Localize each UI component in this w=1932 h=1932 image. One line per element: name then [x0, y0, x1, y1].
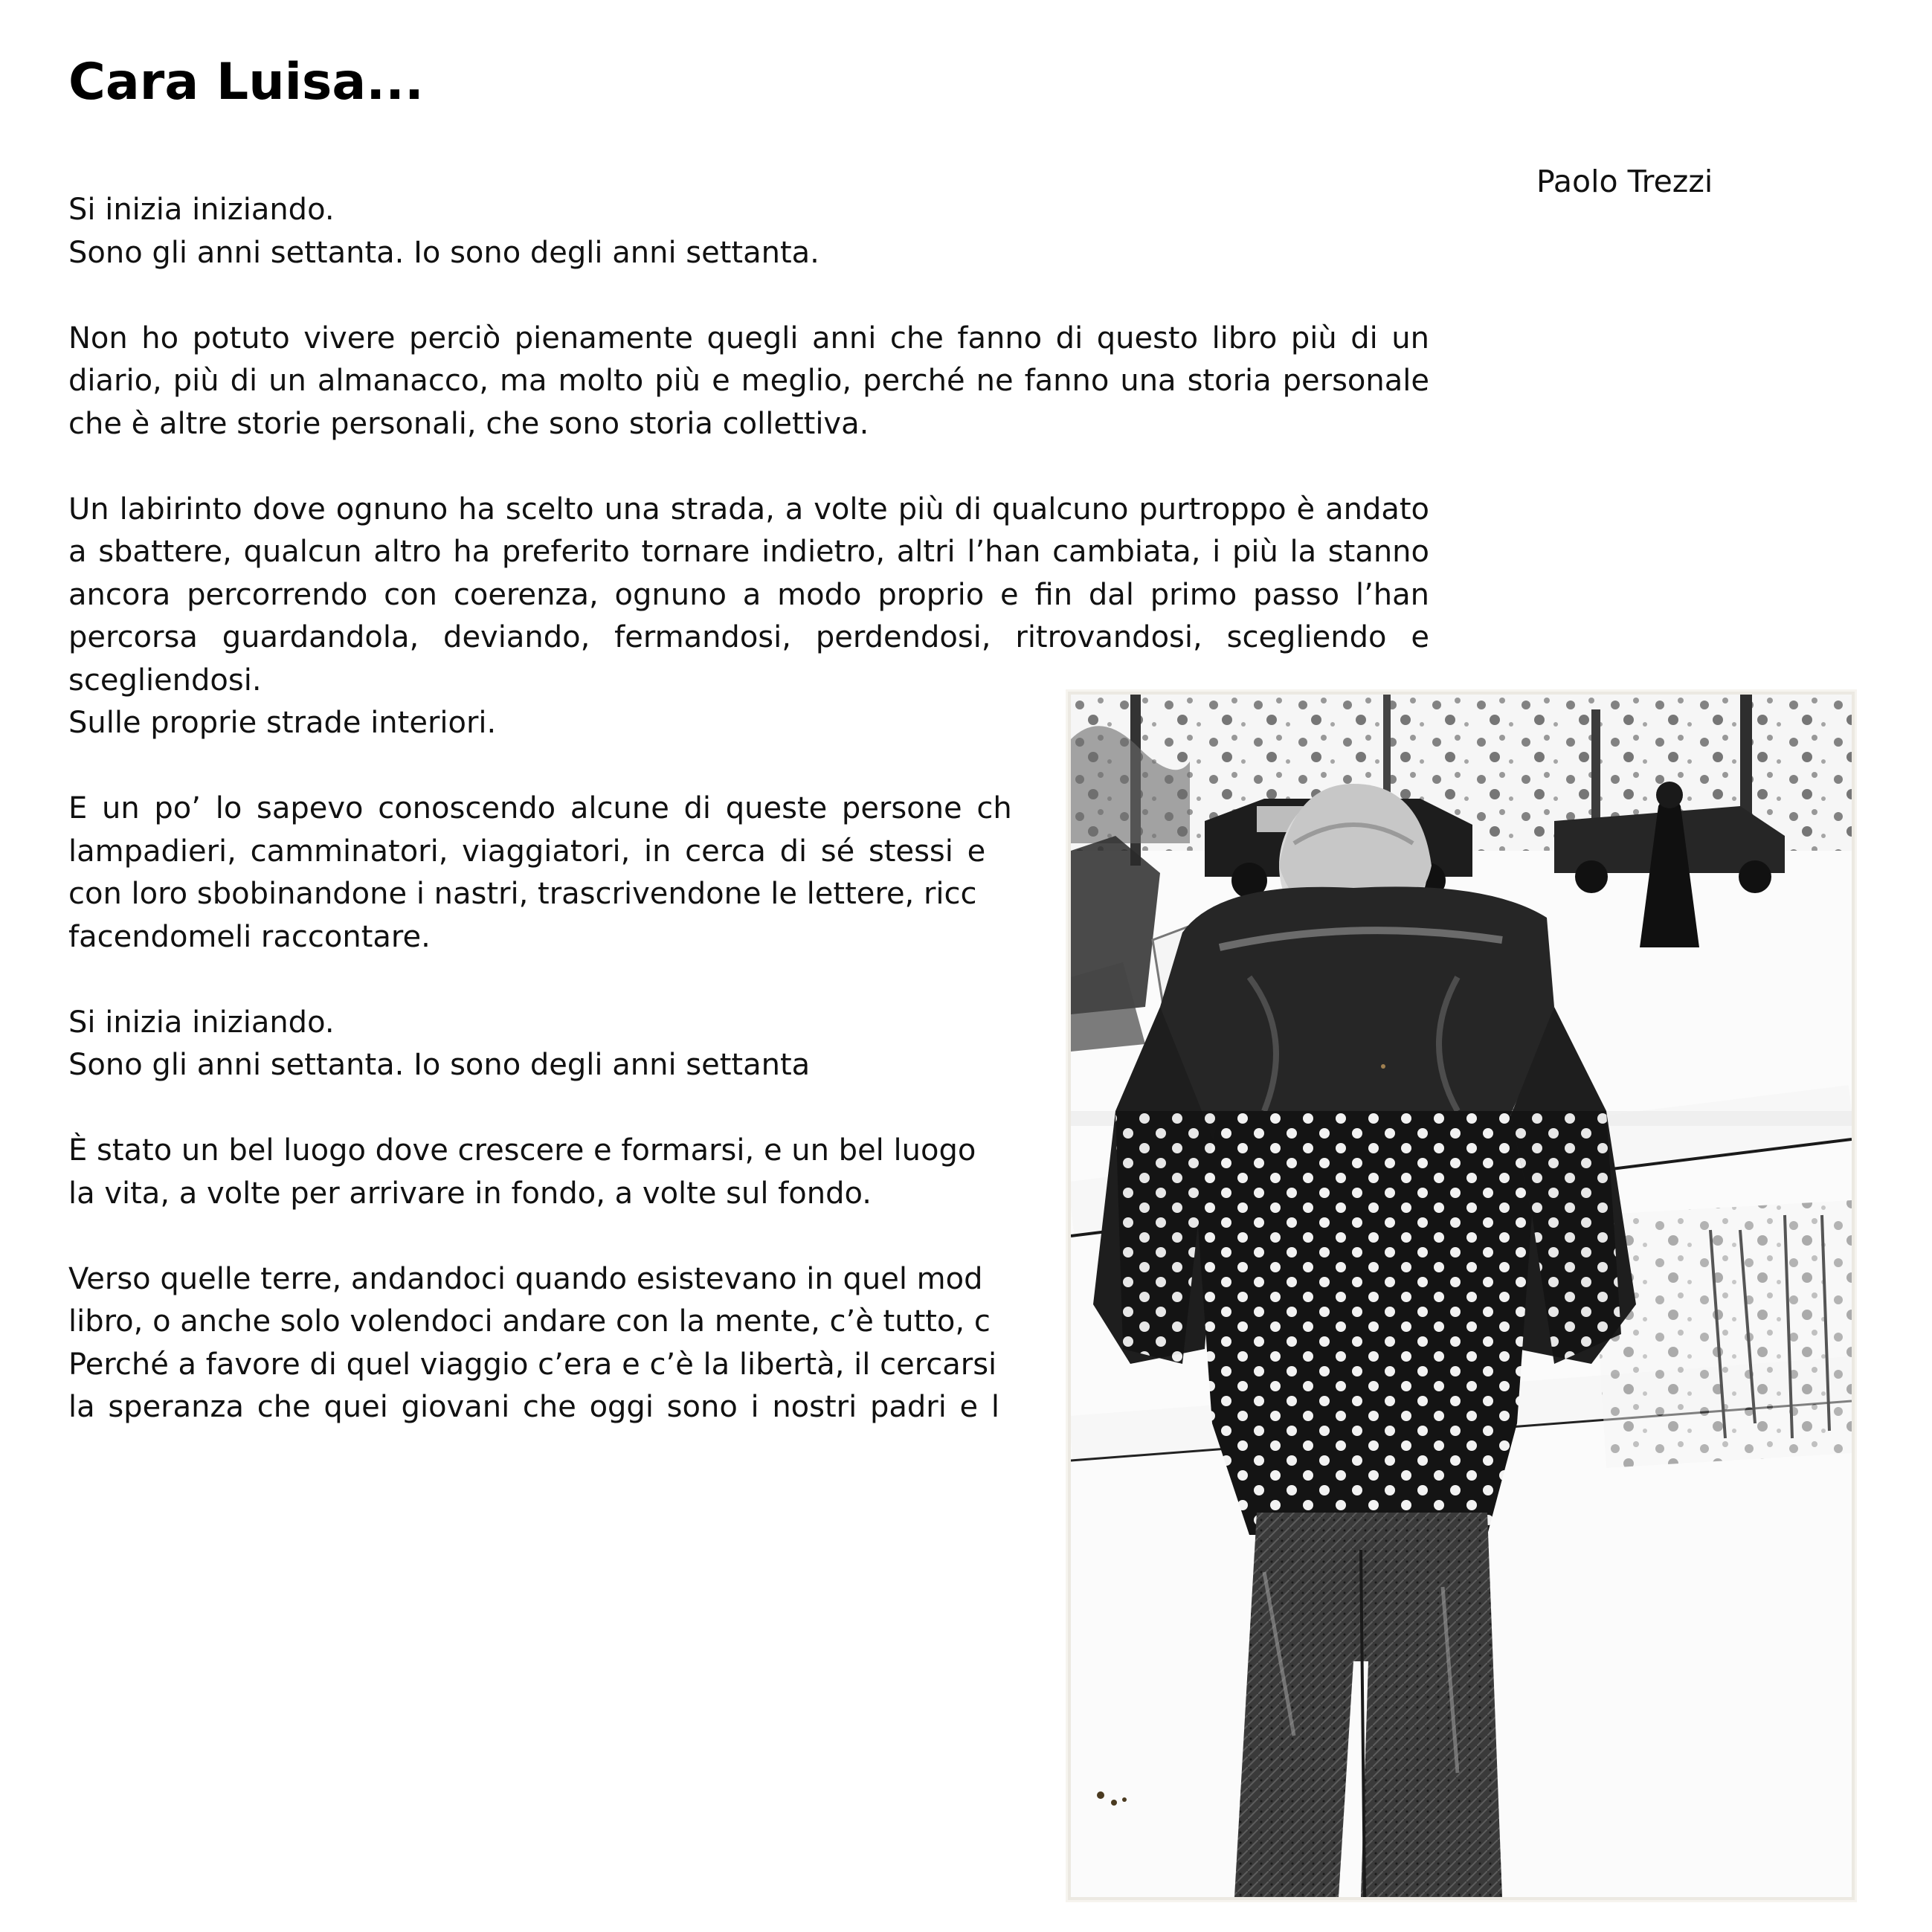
- text-line: facendomeli raccontare.: [68, 919, 431, 954]
- text-line: Sono gli anni settanta. Io sono degli anni settanta: [68, 1048, 811, 1082]
- text-line: con loro sbobinandone i nastri, trascrivendone le lettere, ricc: [68, 877, 977, 911]
- text-line: E un po’ lo sapevo conoscendo alcune di queste persone ch: [68, 791, 1012, 825]
- text-line: Si inizia iniziando.: [68, 193, 335, 227]
- text-line: la vita, a volte per arrivare in fondo, a volte sul fondo.: [68, 1176, 872, 1211]
- text-line: Verso quelle terre, andandoci quando esistevano in quel mod: [68, 1261, 983, 1296]
- text-line: lampadieri, camminatori, viaggiatori, in cerca di sé stessi e: [68, 834, 986, 869]
- text-line: Perché a favore di quel viaggio c’era e c’è la libertà, il cercarsi: [68, 1347, 997, 1382]
- paragraph-1: [68, 189, 1429, 274]
- photo-illustration: [1071, 695, 1852, 1897]
- text-line: Sulle proprie strade interiori.: [68, 706, 497, 740]
- paragraph-2: Non ho potuto vivere perciò pienamente quegli anni che fanno di questo libro più di un diario, più di un almanacco, ma molto più e meglio, perché ne fanno una storia personale che è altre storie personali, che sono storia collettiva.: [68, 321, 1429, 441]
- text-block: Un labirinto dove ognuno ha scelto una strada, a volte più di qualcuno purtroppo è andato a sbattere, qualcun altro ha preferito tornare indietro, altri l’han cambiata, i più la stanno ancora percorrendo con coerenza, ognuno a modo proprio e fin dal primo passo l’han percorsa guardandola, deviando, fermandosi, perdendosi, ritrovandosi, scegliendo e scegliendosi.: [68, 492, 1429, 698]
- page-title: Cara Luisa...: [68, 53, 424, 112]
- photograph: [1068, 692, 1855, 1900]
- author-name: Paolo Trezzi: [1536, 164, 1713, 199]
- text-line: Sono gli anni settanta. Io sono degli anni settanta.: [68, 235, 820, 270]
- text-line: libro, o anche solo volendoci andare con la mente, c’è tutto, c: [68, 1304, 991, 1339]
- text-line: Si inizia iniziando.: [68, 1005, 335, 1040]
- text-line: la speranza che quei giovani che oggi sono i nostri padri e l: [68, 1390, 999, 1424]
- text-line: È stato un bel luogo dove crescere e formarsi, e un bel luogo: [68, 1133, 976, 1168]
